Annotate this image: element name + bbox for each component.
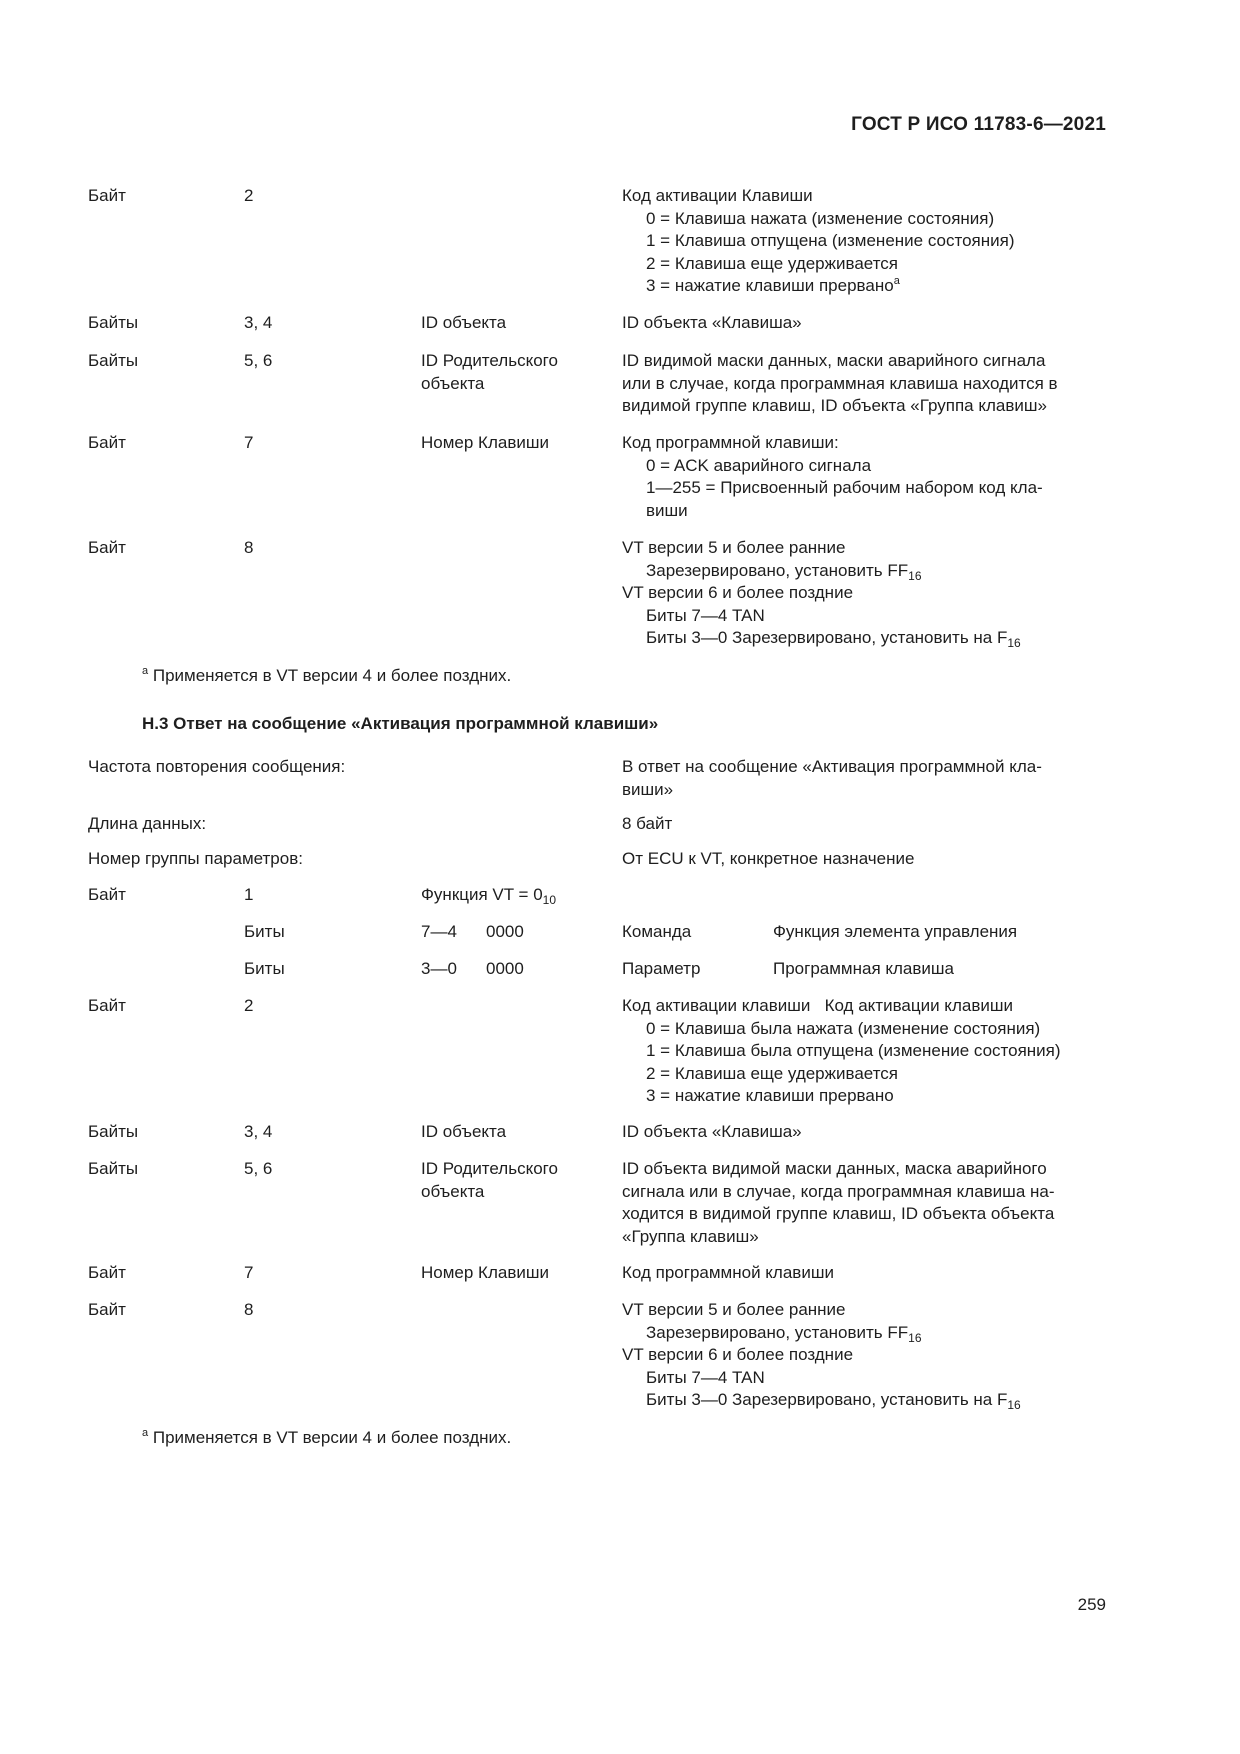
document-header: ГОСТ Р ИСО 11783-6—2021 [851, 114, 1106, 135]
bit-name: Команда [622, 922, 692, 941]
row-param: ID Родительского объекта [421, 1159, 558, 1201]
row-desc: Код программной клавиши: 0 = ACK аварийного сигнала 1—255 = Присвоенный рабочим набором код кла- виши [622, 433, 1043, 520]
row-kind: Байт [88, 885, 126, 904]
row-desc: Код активации Клавиши 0 = Клавиша нажата (изменение состояния) 1 = Клавиша отпущена (изменение состояния) 2 = Клавиша еще удерживается 3 = нажатие клавиши прервано$^a$ [622, 186, 1015, 295]
row-kind: Байты [88, 1159, 139, 1178]
row-param: ID Родительского объекта [421, 351, 558, 393]
row-num: 2 [244, 996, 254, 1015]
row-kind: Байт [88, 1300, 126, 1319]
row-num: 1 [244, 885, 254, 904]
row-label: Номер группы параметров: [88, 849, 303, 868]
footnote-ref: a [893, 275, 900, 287]
row-kind: Байт [88, 433, 126, 452]
bit-range: 7—4 [421, 922, 457, 941]
row-label: Длина данных: [88, 814, 207, 833]
page-number: 259 [1077, 1595, 1106, 1614]
row-num: 3, 4 [244, 313, 273, 332]
row-desc: VT версии 5 и более ранние Зарезервировано, установить $FF_{16}$ VT версии 6 и более поздние Биты 7—4 TAN Биты 3—0 Зарезервировано, установить на $F_{16}$ [622, 538, 1021, 650]
row-param: Функция VT = $0_{10}$ [421, 885, 557, 907]
row-value: 8 байт [622, 814, 673, 833]
row-param: Номер Клавиши [421, 1263, 549, 1282]
row-num: 8 [244, 1300, 254, 1319]
row-desc: ID объекта «Клавиша» [622, 313, 802, 332]
row-num: 5, 6 [244, 1159, 273, 1178]
row-num: 2 [244, 186, 254, 205]
bit-range: 3—0 [421, 959, 457, 978]
bit-value: 0000 [486, 922, 524, 941]
footnote: $^a$ Применяется в VT версии 4 и более поздних. [142, 665, 512, 685]
row-desc: ID объекта видимой маски данных, маска аварийного сигнала или в случае, когда программная клавиша на- ходится в видимой группе клавиш, ID объекта объекта «Группа клавиш» [622, 1159, 1055, 1246]
row-num: 8 [244, 538, 254, 557]
row-desc: ID объекта «Клавиша» [622, 1122, 802, 1141]
row-kind: Байты [88, 1122, 139, 1141]
row-kind: Байты [88, 351, 139, 370]
row-desc: Код программной клавиши [622, 1263, 834, 1282]
row-num: 7 [244, 433, 254, 452]
row-kind: Байт [88, 1263, 126, 1282]
row-kind: Байты [88, 313, 139, 332]
bit-desc: Функция элемента управления [773, 922, 1018, 941]
row-kind: Биты [244, 922, 285, 941]
row-desc: Код активации клавиши Код активации клавиши 0 = Клавиша была нажата (изменение состояния) 1 = Клавиша была отпущена (изменение состояния) 2 = Клавиша еще удерживается 3 = нажатие клавиши прервано [622, 996, 1061, 1105]
row-param: ID объекта [421, 1122, 507, 1141]
row-param: Номер Клавиши [421, 433, 549, 452]
row-num: 5, 6 [244, 351, 273, 370]
row-desc: VT версии 5 и более ранние Зарезервировано, установить $FF_{16}$ VT версии 6 и более поздние Биты 7—4 TAN Биты 3—0 Зарезервировано, установить на $F_{16}$ [622, 1300, 1021, 1412]
bit-value: 0000 [486, 959, 524, 978]
row-kind: Биты [244, 959, 285, 978]
row-param: ID объекта [421, 313, 507, 332]
row-num: 3, 4 [244, 1122, 273, 1141]
bit-desc: Программная клавиша [773, 959, 955, 978]
row-value: В ответ на сообщение «Активация программной кла- виши» [622, 757, 1042, 799]
row-value: От ECU к VT, конкретное назначение [622, 849, 915, 868]
row-kind: Байт [88, 538, 126, 557]
bit-name: Параметр [622, 959, 701, 978]
footnote: $^a$ Применяется в VT версии 4 и более поздних. [142, 1427, 512, 1447]
row-num: 7 [244, 1263, 254, 1282]
section-title: H.3 Ответ на сообщение «Активация программной клавиши» [142, 714, 659, 733]
row-kind: Байт [88, 996, 126, 1015]
row-label: Частота повторения сообщения: [88, 757, 346, 776]
row-desc: ID видимой маски данных, маски аварийного сигнала или в случае, когда программная клавиша находится в видимой группе клавиш, ID объекта «Группа клавиш» [622, 351, 1058, 415]
row-kind: Байт [88, 186, 126, 205]
